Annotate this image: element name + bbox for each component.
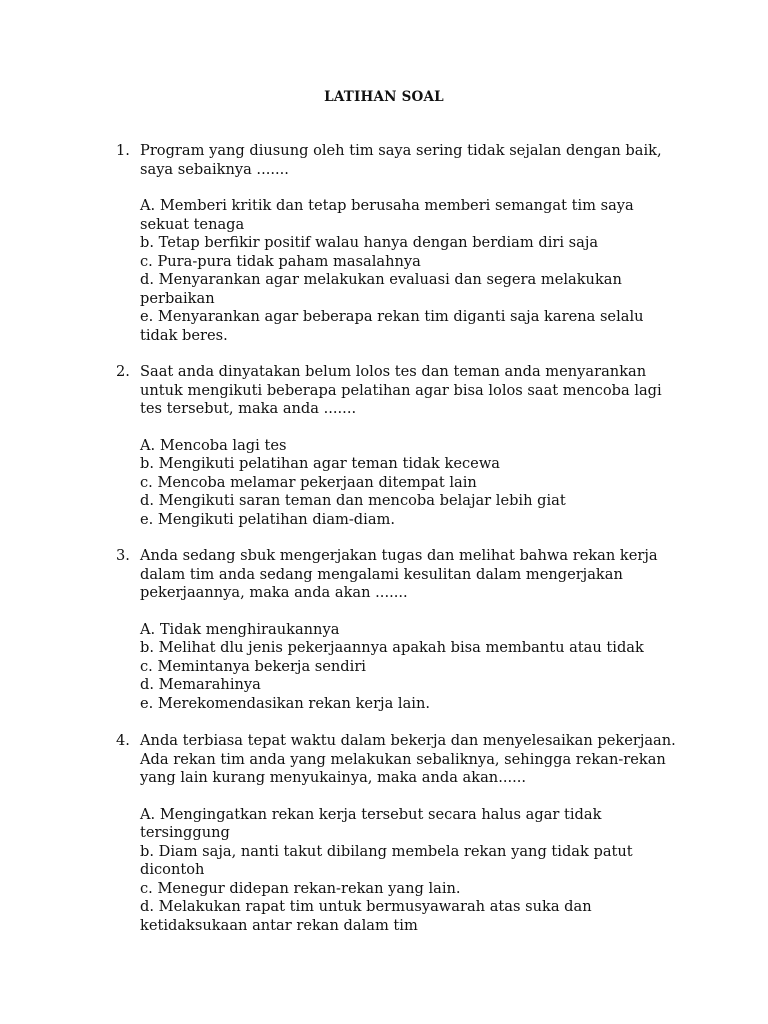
answer-option: c. Pura-pura tidak paham masalahnya [140, 252, 421, 270]
answer-option: e. Merekomendasikan rekan kerja lain. [140, 694, 430, 712]
question-2 [116, 363, 676, 529]
answer-option: A. Mencoba lagi tes [140, 436, 287, 454]
answer-option: c. Mencoba melamar pekerjaan ditempat lain [140, 473, 477, 491]
question-number: 4. [116, 732, 130, 749]
answer-option: e. Mengikuti pelatihan diam-diam. [140, 510, 395, 528]
question-1 [116, 142, 676, 345]
question-text: Anda sedang sbuk mengerjakan tugas dan melihat bahwa rekan kerja dalam tim anda sedang mengalami kesulitan dalam mengerjakan pekerjaannya, maka anda akan ....... [140, 547, 658, 601]
question-3 [116, 547, 676, 713]
document-title: LATIHAN SOAL [324, 89, 444, 105]
answer-option: e. Menyarankan agar beberapa rekan tim diganti saja karena selalu tidak beres. [140, 308, 644, 344]
answer-option: c. Memintanya bekerja sendiri [140, 657, 366, 675]
question-number: 1. [116, 142, 130, 159]
answer-options [140, 806, 676, 936]
answer-option: d. Mengikuti saran teman dan mencoba belajar lebih giat [140, 492, 566, 509]
question-text: Anda terbiasa tepat waktu dalam bekerja dan menyelesaikan pekerjaan. Ada rekan tim anda yang melakukan sebaliknya, sehingga rekan-rekan yang lain kurang menyukainya, maka anda akan...... [140, 732, 676, 786]
question-text: Saat anda dinyatakan belum lolos tes dan teman anda menyarankan untuk mengikuti beberapa pelatihan agar bisa lolos saat mencoba lagi tes tersebut, maka anda ....... [140, 363, 662, 417]
answer-option: b. Mengikuti pelatihan agar teman tidak kecewa [140, 455, 501, 472]
answer-options [140, 621, 676, 714]
answer-option: c. Menegur didepan rekan-rekan yang lain. [140, 879, 461, 897]
answer-option: b. Tetap berfikir positif walau hanya dengan berdiam diri saja [140, 234, 599, 251]
answer-option: A. Mengingatkan rekan kerja tersebut secara halus agar tidak tersinggung [140, 805, 602, 841]
answer-option: b. Diam saja, nanti takut dibilang membela rekan yang tidak patut dicontoh [140, 842, 633, 878]
answer-option: d. Menyarankan agar melakukan evaluasi dan segera melakukan perbaikan [140, 271, 622, 307]
answer-option: d. Melakukan rapat tim untuk bermusyawarah atas suka dan ketidaksukaan antar rekan dalam tim [140, 898, 592, 934]
answer-options [140, 437, 676, 530]
answer-option: A. Tidak menghiraukannya [140, 620, 340, 638]
question-number: 2. [116, 363, 130, 380]
question-4 [116, 732, 676, 935]
question-text: Program yang diusung oleh tim saya sering tidak sejalan dengan baik, saya sebaiknya ....... [140, 142, 662, 178]
answer-options [140, 197, 676, 345]
answer-option: d. Memarahinya [140, 676, 261, 693]
question-number: 3. [116, 547, 130, 564]
answer-option: A. Memberi kritik dan tetap berusaha memberi semangat tim saya sekuat tenaga [140, 197, 634, 233]
answer-option: b. Melihat dlu jenis pekerjaannya apakah bisa membantu atau tidak [140, 639, 644, 656]
